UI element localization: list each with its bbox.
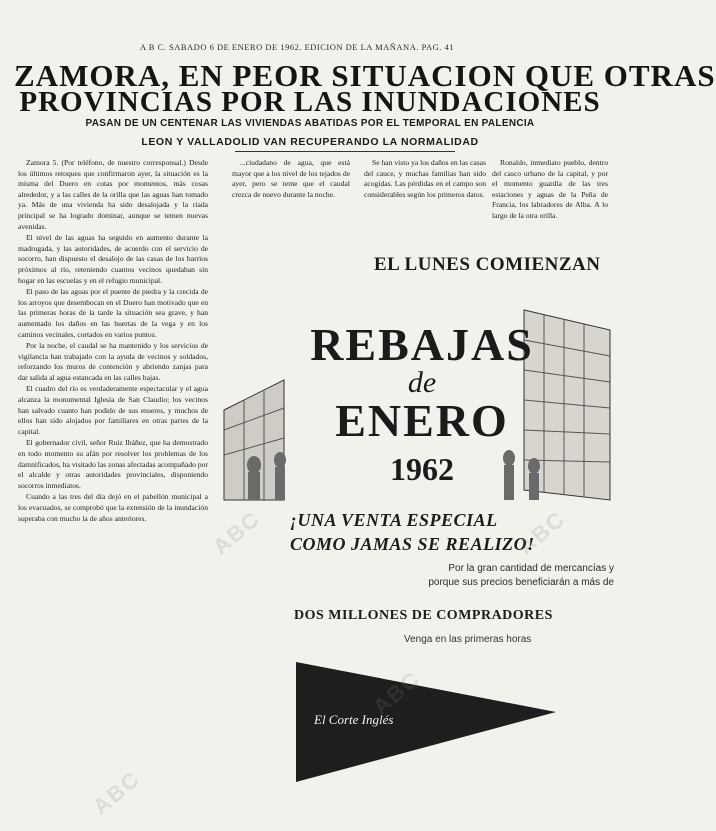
article-paragraph: Cuando a las tres del día dejó en el pabellón municipal a los evacuados, se comprobó que la extensión de la inundación superaba con mucho la de años anteriores.: [18, 492, 208, 523]
subheadline-2: LEON Y VALLADOLID VAN RECUPERANDO LA NORMALIDAD: [141, 136, 479, 148]
ad-body-text: [362, 562, 614, 590]
article-paragraph: ...ciudadano de agua, que está mayor que a los nivel de los tejados de ayer, pero se teme que el caudal crezca de nuevo durante la noche.: [232, 158, 350, 199]
headline-line-1: ZAMORA, EN PEOR SITUACION QUE OTRAS: [14, 58, 716, 93]
abc-watermark: ABC: [87, 765, 146, 820]
ad-headline: DOS MILLONES DE COMPRADORES: [294, 608, 553, 623]
ad-illustration: [224, 290, 610, 505]
ad-body-line-1: Por la gran cantidad de mercancías y: [448, 563, 614, 574]
ad-year: 1962: [390, 451, 454, 487]
ad-top-line: EL LUNES COMIENZAN: [374, 254, 601, 275]
pennant-text: El Corte Inglés: [314, 712, 394, 727]
rebajas-advertisement: [224, 242, 614, 802]
ad-banner-line-2: COMO JAMAS SE REALIZO!: [290, 534, 535, 554]
ad-title-line-1: REBAJAS: [310, 319, 534, 370]
article-paragraph: Se han visto ya los daños en las casas del cauce, y muchas familias han sido acogidas. Las pérdidas en el campo son considerables según los primeros datos.: [364, 158, 486, 199]
headline-line-2: PROVINCIAS POR LAS INUNDACIONES: [19, 86, 601, 118]
abc-watermark: ABC: [512, 505, 571, 560]
ad-title-line-3: ENERO: [335, 395, 509, 446]
article-column-1: [18, 158, 208, 818]
abc-watermark: ABC: [207, 505, 266, 560]
article-column-3: [364, 158, 486, 230]
ad-body-line-2: porque sus precios beneficiarán a más de: [428, 577, 614, 588]
ad-banner: [290, 508, 610, 556]
article-paragraph: Por la noche, el caudal se ha mantenido y los servicios de vigilancia han trabajado con la ayuda de vecinos y soldados, reforzando los muros de contención y abriendo zanjas para dar salida al agua estancada en las calles bajas.: [18, 341, 208, 382]
ad-title-line-2: de: [407, 366, 437, 399]
pennant-logo: [296, 662, 556, 782]
ad-banner-line-1: ¡UNA VENTA ESPECIAL: [290, 510, 498, 530]
page-folio: A B C. SABADO 6 DE ENERO DE 1962. EDICION DE LA MAÑANA. PAG. 41: [140, 42, 455, 52]
article-paragraph: Zamora 5. (Por teléfono, de nuestro corresponsal.) Desde los últimos retoques que confirmaron ayer, la situación es la misma del Duero en cotas por momentos, más cosas alrededor, y a las calles de la orilla que las aguas han tomado ya. Más de una vivienda ha sido desalojada y la riada principal se ha logrado dominar, aunque se temen nuevas avenidas.: [18, 158, 208, 231]
ad-tagline: Venga en las primeras horas: [404, 634, 532, 645]
article-paragraph: Ronaldo, inmediato pueblo, dentro del casco urbano de la capital, y por el momento guardia de las tres estaciones y aguas de la Peña de Francia, los labradores de Alba. A lo largo de la otra orilla.: [492, 158, 608, 220]
headline-rule: [235, 151, 455, 152]
subheadline-1: PASAN DE UN CENTENAR LAS VIVIENDAS ABATIDAS POR EL TEMPORAL EN PALENCIA: [85, 118, 535, 129]
article-column-4: [492, 158, 608, 230]
article-column-2: [232, 158, 350, 230]
article-paragraph: El nivel de las aguas ha seguido en aumento durante la madrugada, y las autoridades, de acuerdo con el servicio de socorro, han dispuesto el desalojo de las casas de los barrios próximos al río, reteniendo cuantos vecinos quedaban sin hogar en las escuelas y en el refugio municipal.: [18, 233, 208, 285]
article-paragraph: El gobernador civil, señor Ruiz Ibáñez, que ha demostrado en todo momento su afán por resolver los problemas de los damnificados, ha visitado las zonas afectadas acompañado por el alcalde y otras autoridades provinciales, disponiendo socorros inmediatos.: [18, 438, 208, 490]
article-paragraph: El cuadro del río es verdaderamente espectacular y el agua alcanza la monumental Iglesia de San Claudio; los vecinos han salvado cuanto han podido de sus enseres, y muchos de ellos han sido alojados por familiares en otras partes de la capital.: [18, 384, 208, 436]
article-paragraph: El paso de las aguas por el puente de piedra y la crecida de los arroyos que desembocan en el Duero han motivado que en las primeras horas de la tarde la situación sea grave, y han aumentado los daños en las huertas de la vega y en los caminos vecinales, cortados en varios puntos.: [18, 287, 208, 339]
